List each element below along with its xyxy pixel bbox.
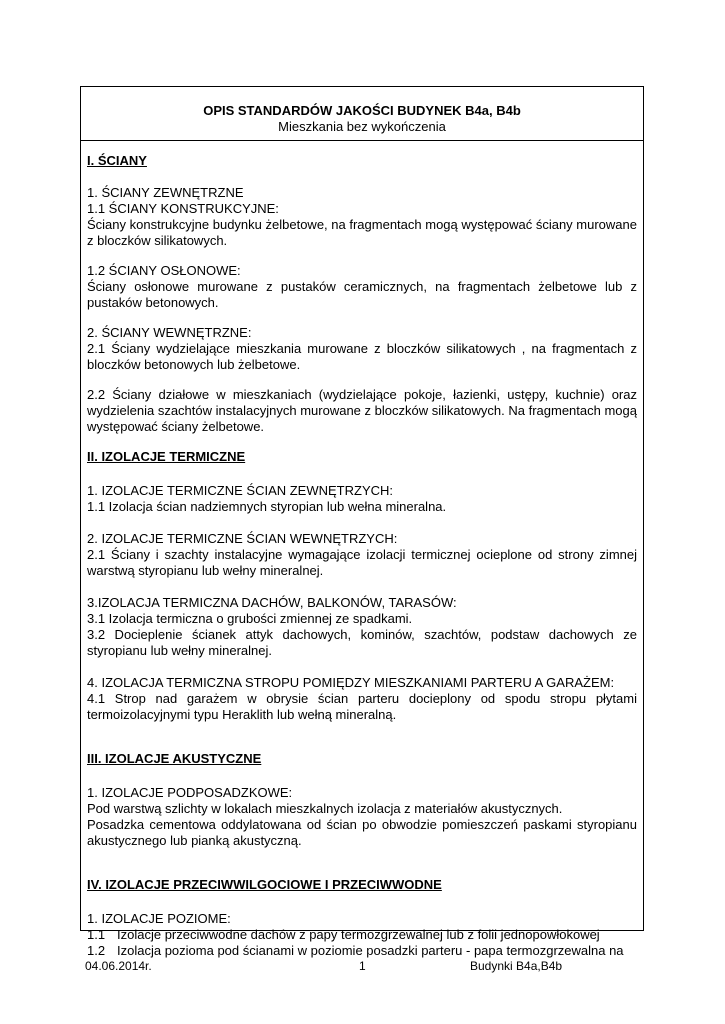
paragraph-acoustic-1: Pod warstwą szlichty w lokalach mieszkalnych izolacja z materiałów akustycznych. xyxy=(87,801,563,816)
paragraph-thermal-roofs-3-2: 3.2 Docieplenie ścianek attyk dachowych, kominów, szachtów, podstaw dachowych ze styropianu lub wełny mineralnej. xyxy=(87,627,637,658)
footer-building: Budynki B4a,B4b xyxy=(470,959,563,973)
paragraph-acoustic-2: Posadzka cementowa oddylatowana od ścian po obwodzie pomieszczeń paskami styropianu akustycznego lub pianką akustyczną. xyxy=(87,817,637,848)
item-number: 1.2 xyxy=(87,943,106,958)
subheading-thermal-roofs: 3.IZOLACJA TERMICZNA DACHÓW, BALKONÓW, TARASÓW: xyxy=(87,595,457,610)
subheading-exterior-walls: 1. ŚCIANY ZEWNĘTRZNE xyxy=(87,185,244,200)
paragraph-thermal-ceiling: 4.1 Strop nad garażem w obrysie ścian parteru docieplony od spodu stropu płytami termoizolacyjnymi typu Heraklith lub wełną mineralną. xyxy=(87,691,637,722)
item-number: 1.1 xyxy=(87,927,106,942)
item-text: Izolacja pozioma pod ścianami w poziomie posadzki parteru - papa termozgrzewalna na xyxy=(117,943,624,958)
footer-date: 04.06.2014r. xyxy=(85,959,152,973)
paragraph-horizontal-1-2 xyxy=(87,943,637,959)
paragraph-structural-walls: Ściany konstrukcyjne budynku żelbetowe, na fragmentach mogą występować ściany murowane z bloczków silikatowych. xyxy=(87,217,637,248)
subheading-interior-walls: 2. ŚCIANY WEWNĘTRZNE: xyxy=(87,325,252,340)
item-text: Izolacje przeciwwodne dachów z papy termozgrzewalnej lub z folii jednopowłokowej xyxy=(117,927,600,942)
paragraph-thermal-exterior: 1.1 Izolacja ścian nadziemnych styropian lub wełna mineralna. xyxy=(87,499,447,514)
section-heading-walls: I. ŚCIANY xyxy=(87,153,147,168)
document-subtitle: Mieszkania bez wykończenia xyxy=(278,119,446,134)
subheading-horizontal-insulation: 1. IZOLACJE POZIOME: xyxy=(87,911,231,926)
document-header xyxy=(81,87,643,141)
paragraph-interior-walls-2-2: 2.2 Ściany działowe w mieszkaniach (wydzielające pokoje, łazienki, ustępy, kuchnie) oraz wydzielenia szachtów instalacyjnych murowane z bloczków silikatowych. Na fragmentach mogą występować ściany żelbetowe. xyxy=(87,387,637,434)
subheading-thermal-ceiling: 4. IZOLACJA TERMICZNA STROPU POMIĘDZY MIESZKANIAMI PARTERU A GARAŻEM: xyxy=(87,675,615,690)
paragraph-interior-walls-2-1: 2.1 Ściany wydzielające mieszkania murowane z bloczków silikatowych , na fragmentach z bloczków betonowych lub żelbetowe. xyxy=(87,341,637,372)
section-heading-thermal-insulation: II. IZOLACJE TERMICZNE xyxy=(87,449,246,464)
paragraph-thermal-interior: 2.1 Ściany i szachty instalacyjne wymagające izolacji termicznej ocieplone od strony zimnej warstwą styropianu lub wełny mineralnej. xyxy=(87,547,637,578)
paragraph-horizontal-1-1 xyxy=(87,927,637,943)
subheading-underfloor-insulation: 1. IZOLACJE PODPOSADZKOWE: xyxy=(87,785,293,800)
section-heading-moisture-insulation: IV. IZOLACJE PRZECIWWILGOCIOWE I PRZECIWWODNE xyxy=(87,877,442,892)
section-heading-acoustic-insulation: III. IZOLACJE AKUSTYCZNE xyxy=(87,751,262,766)
document-content xyxy=(87,153,637,959)
document-frame xyxy=(80,86,644,958)
subheading-structural-walls: 1.1 ŚCIANY KONSTRUKCYJNE: xyxy=(87,201,279,216)
footer-page-number: 1 xyxy=(359,959,366,973)
paragraph-curtain-walls: Ściany osłonowe murowane z pustaków ceramicznych, na fragmentach żelbetowe lub z pustaków betonowych. xyxy=(87,279,637,310)
document-title: OPIS STANDARDÓW JAKOŚCI BUDYNEK B4a, B4b xyxy=(203,103,521,118)
subheading-thermal-exterior: 1. IZOLACJE TERMICZNE ŚCIAN ZEWNĘTRZYCH: xyxy=(87,483,394,498)
paragraph-thermal-roofs-3-1: 3.1 Izolacja termiczna o grubości zmiennej ze spadkami. xyxy=(87,611,413,626)
subheading-thermal-interior: 2. IZOLACJE TERMICZNE ŚCIAN WEWNĘTRZYCH: xyxy=(87,531,398,546)
subheading-curtain-walls: 1.2 ŚCIANY OSŁONOWE: xyxy=(87,263,241,278)
